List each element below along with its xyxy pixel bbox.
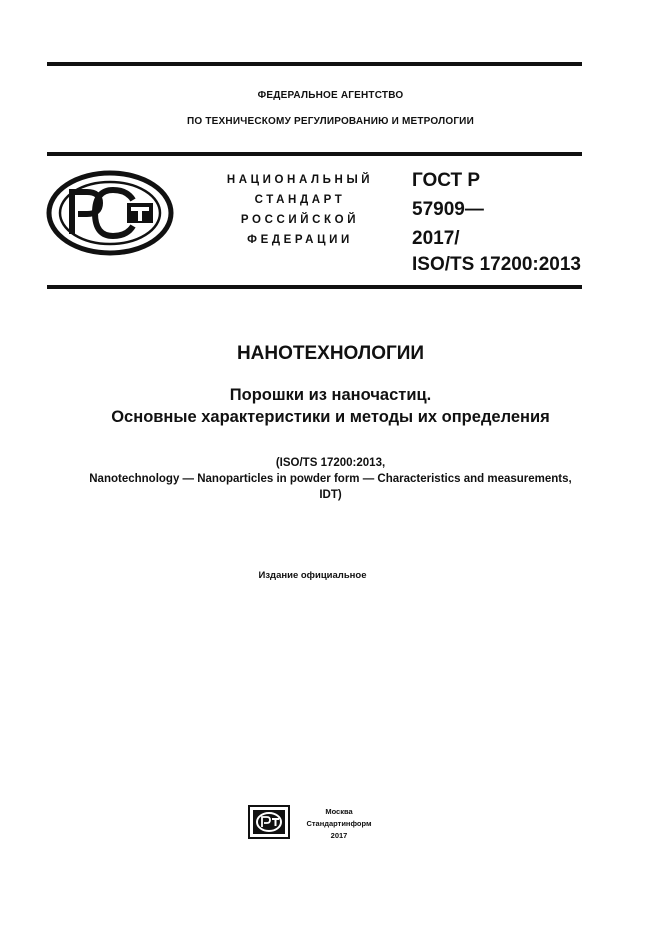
designation-line-1: ГОСТ Р [412,170,481,191]
document-title: НАНОТЕХНОЛОГИИ [236,343,425,364]
designation-line-3: 2017/ [412,228,460,249]
standartinform-logo-icon [248,805,290,839]
standard-type-line-2: СТАНДАРТ [254,194,346,206]
edition-label: Издание официальное [258,570,367,581]
standard-type-line-3: РОССИЙСКОЙ [240,214,360,226]
original-reference-line-1: (ISO/TS 17200:2013, [275,457,386,469]
publisher-city: Москва [325,807,353,816]
rst-conformity-mark-icon [45,170,175,256]
publisher-name: Стандартинформ [306,819,372,828]
header-rule [47,152,582,156]
standard-type-line-1: НАЦИОНАЛЬНЫЙ [226,174,374,186]
top-rule [47,62,582,66]
agency-line-2: ПО ТЕХНИЧЕСКОМУ РЕГУЛИРОВАНИЮ И МЕТРОЛОГИИ [187,116,474,127]
designation-line-4: ISO/TS 17200:2013 [412,254,581,275]
designation-line-2: 57909— [412,199,484,220]
original-reference-line-2: Nanotechnology — Nanoparticles in powder form — Characteristics and measurements, [89,473,572,485]
subtitle-line-1: Порошки из наночастиц. [229,386,432,404]
standard-type-line-4: ФЕДЕРАЦИИ [247,234,353,246]
subtitle-line-2: Основные характеристики и методы их определения [111,408,550,426]
publisher-year: 2017 [330,831,348,840]
agency-line-1: ФЕДЕРАЛЬНОЕ АГЕНТСТВО [257,90,404,101]
original-reference-line-3: IDT) [319,489,342,501]
designation-rule [47,285,582,289]
